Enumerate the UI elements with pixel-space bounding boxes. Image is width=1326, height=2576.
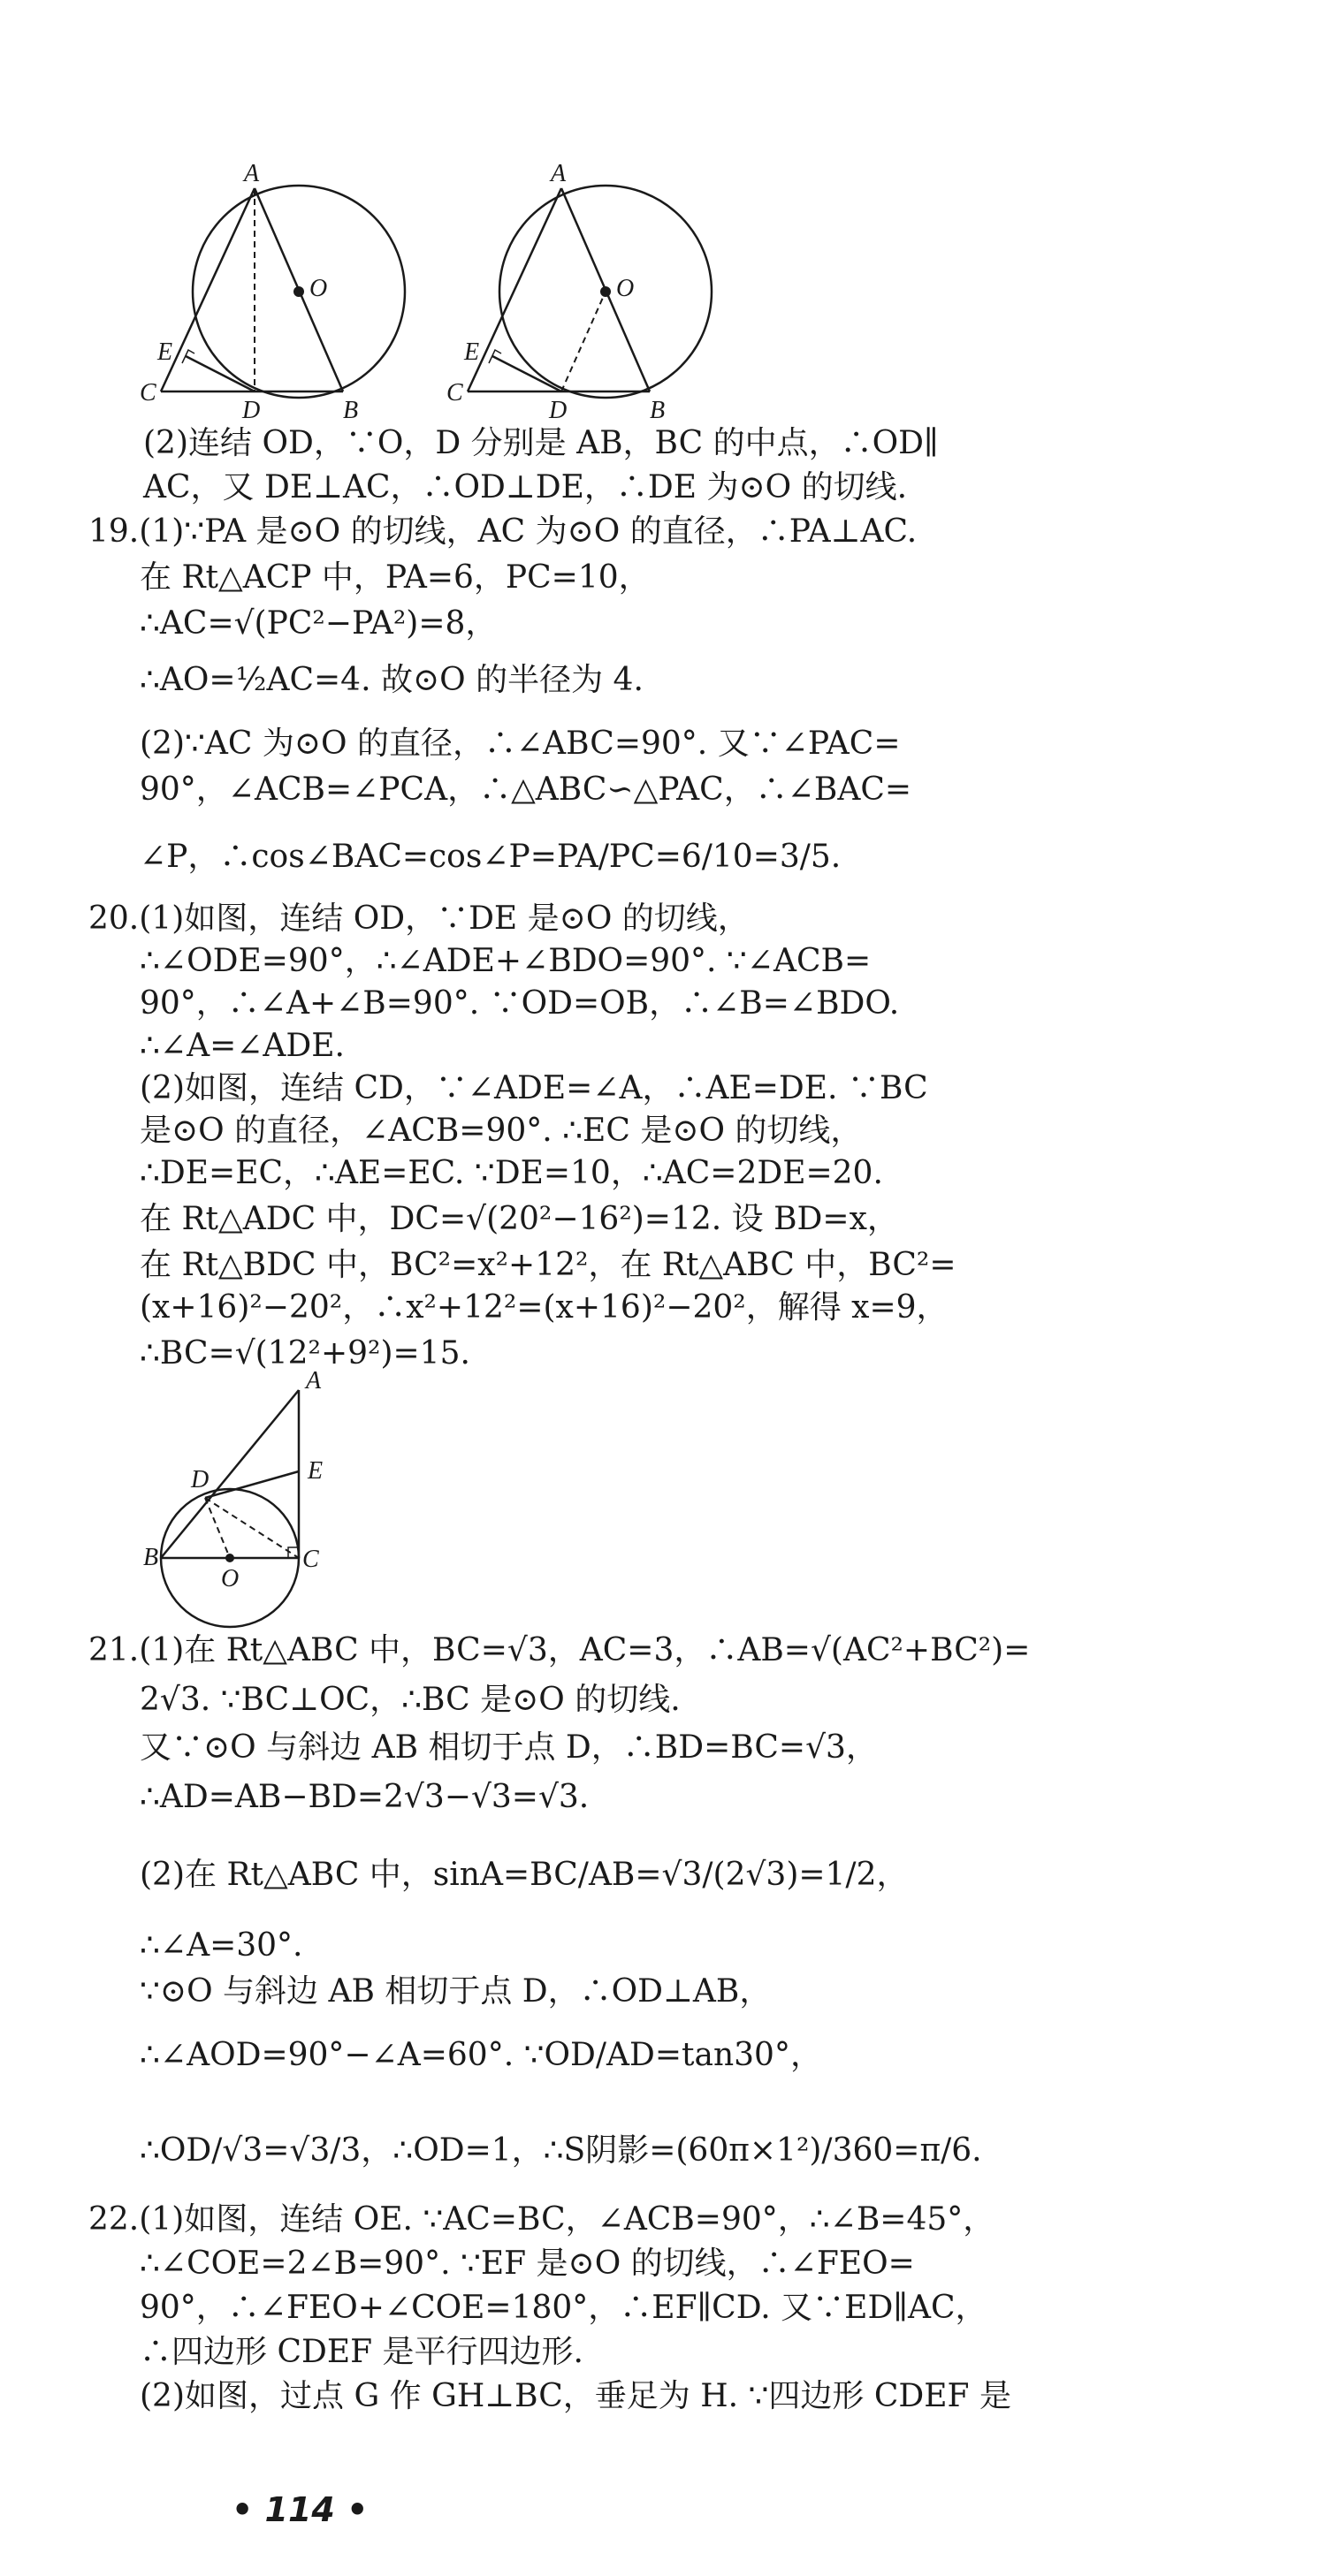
q19-line-7: ∠P，∴cos∠BAC=cos∠P=PA/PC=6/10=3/5. — [140, 839, 842, 875]
fig2-label-d: D — [549, 397, 568, 424]
q22-line-2: ∴∠COE=2∠B=90°. ∵EF 是⊙O 的切线，∴∠FEO= — [140, 2245, 915, 2282]
fig2-label-a: A — [551, 163, 567, 187]
fig3-label-c: C — [302, 1546, 319, 1573]
q20-line-11: ∴BC=√(12²+9²)=15. — [140, 1335, 470, 1372]
fig2-label-b: B — [650, 397, 666, 424]
figure-circle-triangle-3 — [141, 1365, 354, 1630]
q19-line-2: 在 Rt△ACP 中，PA=6，PC=10， — [140, 559, 651, 596]
fig1-label-c: C — [140, 379, 156, 407]
q21-line-8: ∴∠AOD=90°−∠A=60°. ∵OD/AD=tan30°， — [140, 2037, 822, 2073]
fig2-label-e: E — [464, 338, 480, 366]
q21-line-6: ∴∠A=30°. — [140, 1927, 303, 1964]
fig1-label-b: B — [343, 397, 359, 424]
q19-line-5: (2)∵AC 为⊙O 的直径，∴∠ABC=90°. 又∵∠PAC= — [140, 726, 901, 762]
fig2-label-c: C — [446, 379, 463, 407]
q21-line-4: ∴AD=AB−BD=2√3−√3=√3. — [140, 1779, 590, 1815]
fig3-label-e: E — [308, 1457, 324, 1485]
q19-line-6: 90°，∠ACB=∠PCA，∴△ABC∽△PAC，∴∠BAC= — [140, 771, 912, 808]
q20-line-1: 20.(1)如图，连结 OD，∵DE 是⊙O 的切线， — [88, 900, 750, 937]
q19-line-1: 19.(1)∵PA 是⊙O 的切线，AC 为⊙O 的直径，∴PA⊥AC. — [88, 513, 918, 550]
q21-line-3: 又∵⊙O 与斜边 AB 相切于点 D，∴BD=BC=√3， — [140, 1729, 878, 1766]
q22-line-3: 90°，∴∠FEO+∠COE=180°，∴EF∥CD. 又∵ED∥AC， — [140, 2290, 987, 2326]
q19-line-4: ∴AO=½AC=4. 故⊙O 的半径为 4. — [140, 662, 644, 698]
q20-line-10: (x+16)²−20²，∴x²+12²=(x+16)²−20²，解得 x=9， — [140, 1289, 949, 1326]
q21-line-1: 21.(1)在 Rt△ABC 中，BC=√3，AC=3，∴AB=√(AC²+BC²)= — [88, 1632, 1031, 1668]
fig1-label-d: D — [242, 397, 261, 424]
fig3-label-a: A — [306, 1367, 322, 1394]
q21-line-7: ∵⊙O 与斜边 AB 相切于点 D，∴OD⊥AB， — [140, 1973, 772, 2010]
q20-line-8: 在 Rt△ADC 中，DC=√(20²−16²)=12. 设 BD=x， — [140, 1201, 899, 1237]
fig1-label-e: E — [157, 338, 173, 366]
q20-line-5: (2)如图，连结 CD，∵∠ADE=∠A，∴AE=DE. ∵BC — [140, 1070, 928, 1106]
q20-line-3: 90°，∴∠A+∠B=90°. ∵OD=OB，∴∠B=∠BDO. — [140, 985, 900, 1022]
fig3-label-d: D — [191, 1466, 210, 1493]
fig1-label-o: O — [309, 275, 328, 302]
page-number: • 114 • — [232, 2490, 369, 2529]
q20-line-4: ∴∠A=∠ADE. — [140, 1028, 345, 1064]
fig3-label-o: O — [221, 1565, 240, 1592]
q20-line-9: 在 Rt△BDC 中，BC²=x²+12²，在 Rt△ABC 中，BC²= — [140, 1247, 956, 1283]
q20-line-2: ∴∠ODE=90°，∴∠ADE+∠BDO=90°. ∵∠ACB= — [140, 943, 872, 979]
q22-line-4: ∴四边形 CDEF 是平行四边形. — [140, 2334, 583, 2370]
q21-line-2: 2√3. ∵BC⊥OC，∴BC 是⊙O 的切线. — [140, 1682, 681, 1718]
q22-line-1: 22.(1)如图，连结 OE. ∵AC=BC，∠ACB=90°，∴∠B=45°， — [88, 2201, 995, 2238]
q20-line-6: 是⊙O 的直径，∠ACB=90°. ∴EC 是⊙O 的切线， — [140, 1113, 863, 1149]
q21-line-9: ∴OD/√3=√3/3，∴OD=1，∴S阴影=(60π×1²)/360=π/6. — [140, 2132, 982, 2169]
fig2-label-o: O — [616, 275, 635, 302]
fig1-label-a: A — [244, 163, 260, 187]
q22-line-5: (2)如图，过点 G 作 GH⊥BC，垂足为 H. ∵四边形 CDEF 是 — [140, 2378, 1011, 2414]
q19-line-3: ∴AC=√(PC²−PA²)=8， — [140, 605, 498, 642]
q18-2-line-2: AC，又 DE⊥AC，∴OD⊥DE，∴DE 为⊙O 的切线. — [143, 469, 908, 505]
q21-line-5: (2)在 Rt△ABC 中，sinA=BC/AB=√3/(2√3)=1/2， — [140, 1857, 909, 1893]
q20-line-7: ∴DE=EC，∴AE=EC. ∵DE=10，∴AC=2DE=20. — [140, 1155, 883, 1191]
figure-circle-triangle-1 — [133, 163, 415, 429]
figure-circle-triangle-2 — [438, 163, 720, 429]
q18-2-line-1: (2)连结 OD，∵O，D 分别是 AB，BC 的中点，∴OD∥ — [143, 425, 939, 461]
fig3-label-b: B — [143, 1544, 159, 1571]
